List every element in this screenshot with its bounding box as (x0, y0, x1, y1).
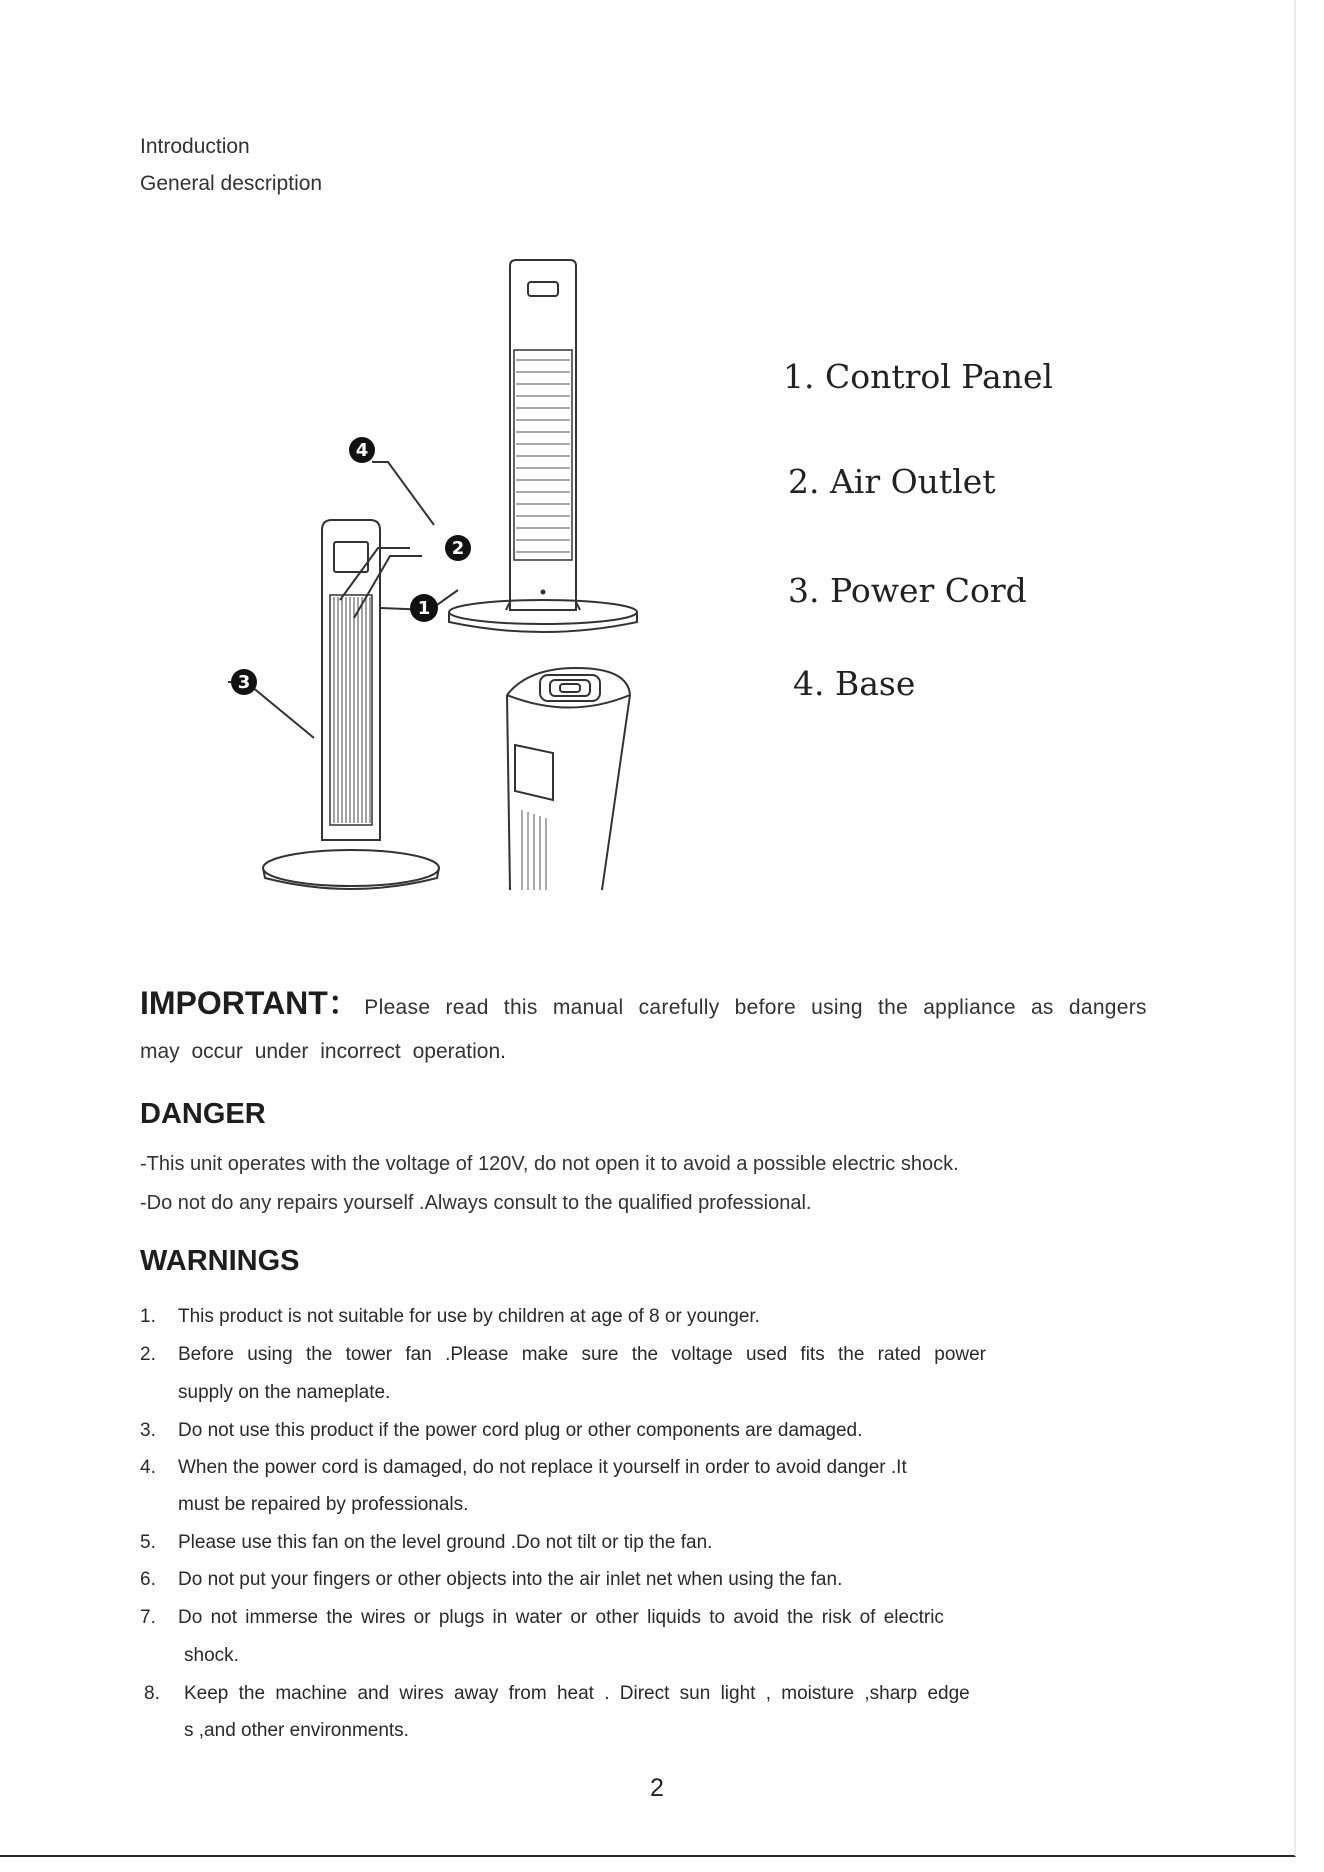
warning-text: supply on the nameplate. (178, 1382, 391, 1403)
warning-text: Do not immerse the wires or plugs in water or other liquids to avoid the risk of electric (178, 1607, 944, 1628)
warning-text: Do not use this product if the power cord plug or other components are damaged. (178, 1420, 863, 1441)
important-notice (140, 978, 1160, 1024)
warning-text: Please use this fan on the level ground .Do not tilt or tip the fan. (178, 1532, 713, 1553)
danger-heading: DANGER (140, 1098, 266, 1130)
important-text-continued: may occur under incorrect operation. (140, 1040, 506, 1063)
warning-number: 6. (140, 1569, 156, 1590)
introduction-heading: Introduction (140, 135, 250, 158)
callout-3-badge (231, 669, 257, 695)
warning-text: shock. (184, 1645, 239, 1666)
legend-power-cord: 3. Power Cord (788, 571, 1027, 610)
warning-text: must be repaired by professionals. (178, 1494, 469, 1515)
svg-text:2: 2 (451, 538, 465, 559)
svg-text:4: 4 (355, 440, 369, 461)
fan-top-closeup (507, 668, 630, 890)
general-description-heading: General description (140, 172, 323, 195)
warning-text: This product is not suitable for use by children at age of 8 or younger. (178, 1306, 760, 1327)
page-number: 2 (650, 1774, 664, 1802)
warning-number: 8. (144, 1683, 160, 1704)
callout-1-badge (410, 594, 438, 622)
legend-control-panel: 1. Control Panel (783, 357, 1054, 396)
legend-air-outlet: 2. Air Outlet (788, 462, 996, 501)
rear-tower-fan (449, 260, 637, 632)
danger-line: -This unit operates with the voltage of 120V, do not open it to avoid a possible electric shock. (140, 1153, 959, 1175)
warning-text: Before using the tower fan .Please make sure the voltage used fits the rated power (178, 1344, 987, 1365)
warning-text: When the power cord is damaged, do not replace it yourself in order to avoid danger .It (178, 1457, 907, 1478)
legend-base: 4. Base (793, 664, 916, 703)
important-text: Please read this manual carefully before using the appliance as dangers (364, 996, 1147, 1019)
warning-number: 1. (140, 1306, 156, 1327)
warning-number: 4. (140, 1457, 156, 1478)
warning-number: 3. (140, 1420, 156, 1441)
warning-text: s ,and other environments. (184, 1720, 409, 1741)
warning-number: 7. (140, 1607, 156, 1628)
danger-line: -Do not do any repairs yourself .Always consult to the qualified professional. (140, 1192, 812, 1214)
warning-number: 5. (140, 1532, 156, 1553)
warnings-heading: WARNINGS (140, 1245, 300, 1277)
important-label: IMPORTANT： (140, 985, 360, 1021)
svg-text:3: 3 (237, 672, 251, 693)
svg-text:1: 1 (417, 598, 431, 619)
warning-text: Keep the machine and wires away from heat . Direct sun light , moisture ,sharp edge (184, 1683, 970, 1704)
front-tower-fan (263, 520, 439, 889)
warning-text: Do not put your fingers or other objects into the air inlet net when using the fan. (178, 1569, 843, 1590)
warning-number: 2. (140, 1344, 156, 1365)
callout-2-badge (445, 535, 471, 561)
tower-fan-diagram (210, 250, 690, 910)
callout-4-badge (349, 437, 375, 463)
